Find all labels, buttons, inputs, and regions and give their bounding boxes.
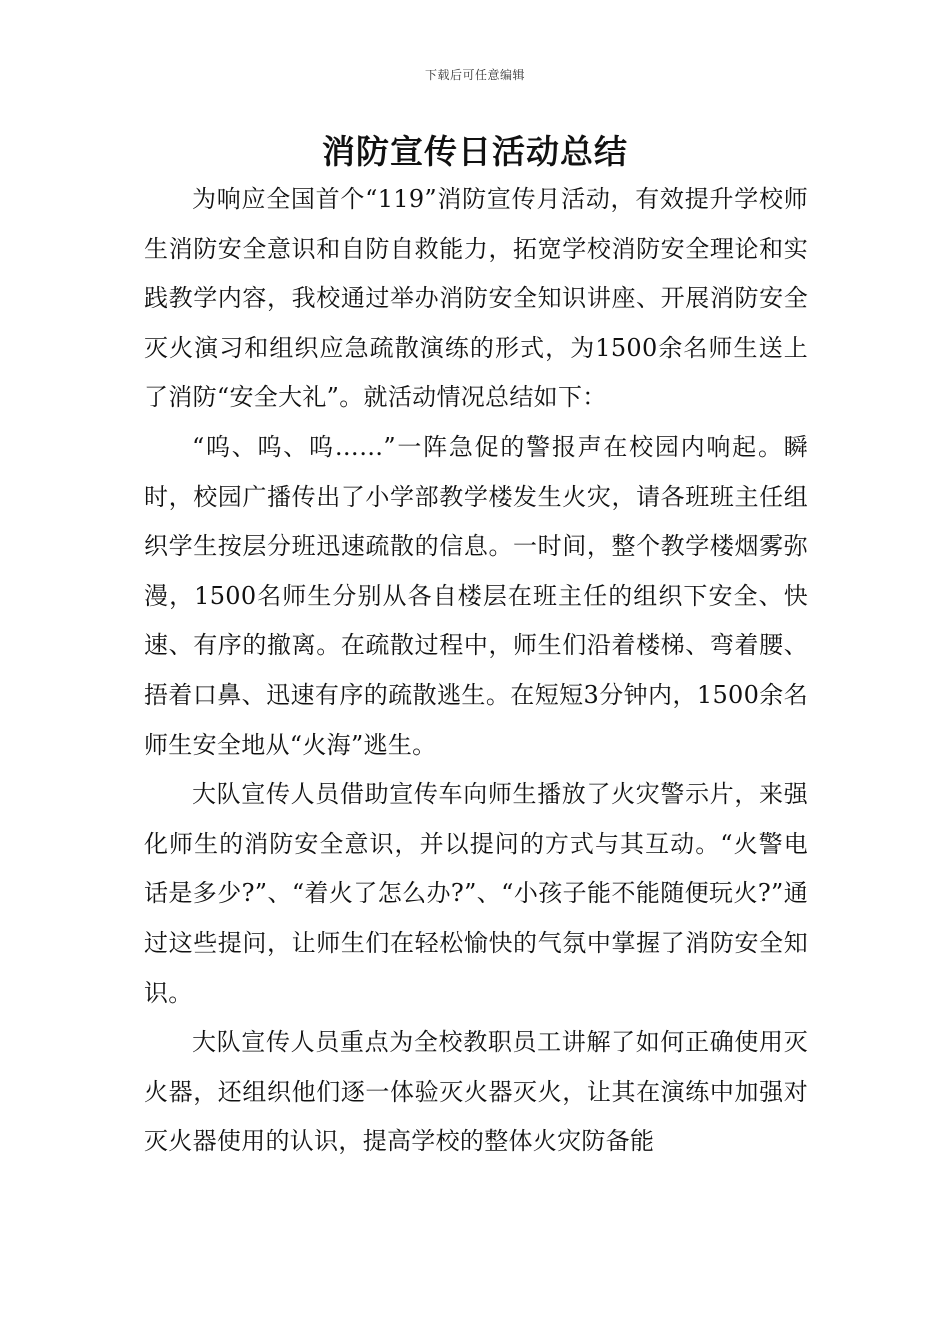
document-title: 消防宣传日活动总结	[322, 132, 628, 171]
paragraph-extinguisher-training: 大队宣传人员重点为全校教职员工讲解了如何正确使用灭火器，还组织他们逐一体验灭火器灭火，让其在演练中加强对灭火器使用的认识，提高学校的整体火灾防备能	[144, 1028, 808, 1156]
header-note: 下载后可任意编辑	[424, 68, 525, 82]
paragraph-propaganda-qa: 大队宣传人员借助宣传车向师生播放了火灾警示片，来强化师生的消防安全意识，并以提问的方式与其互动。“火警电话是多少?”、“着火了怎么办?”、“小孩子能不能随便玩火?”通过这些提问，让师生们在轻松愉快的气氛中掌握了消防安全知识。	[144, 780, 808, 1007]
paragraph-intro: 为响应全国首个“119”消防宣传月活动，有效提升学校师生消防安全意识和自防自救能力，拓宽学校消防安全理论和实践教学内容，我校通过举办消防安全知识讲座、开展消防安全灭火演习和组织应急疏散演练的形式，为1500余名师生送上了消防“安全大礼”。就活动情况总结如下：	[144, 185, 808, 412]
paragraph-evacuation-drill: “呜、呜、呜……”一阵急促的警报声在校园内响起。瞬时，校园广播传出了小学部教学楼发生火灾，请各班班主任组织学生按层分班迅速疏散的信息。一时间，整个教学楼烟雾弥漫，1500名师生分别从各自楼层在班主任的组织下安全、快速、有序的撤离。在疏散过程中，师生们沿着楼梯、弯着腰、捂着口鼻、迅速有序的疏散逃生。在短短3分钟内，1500余名师生安全地从“火海”逃生。	[144, 432, 808, 759]
document-body	[144, 175, 808, 1167]
